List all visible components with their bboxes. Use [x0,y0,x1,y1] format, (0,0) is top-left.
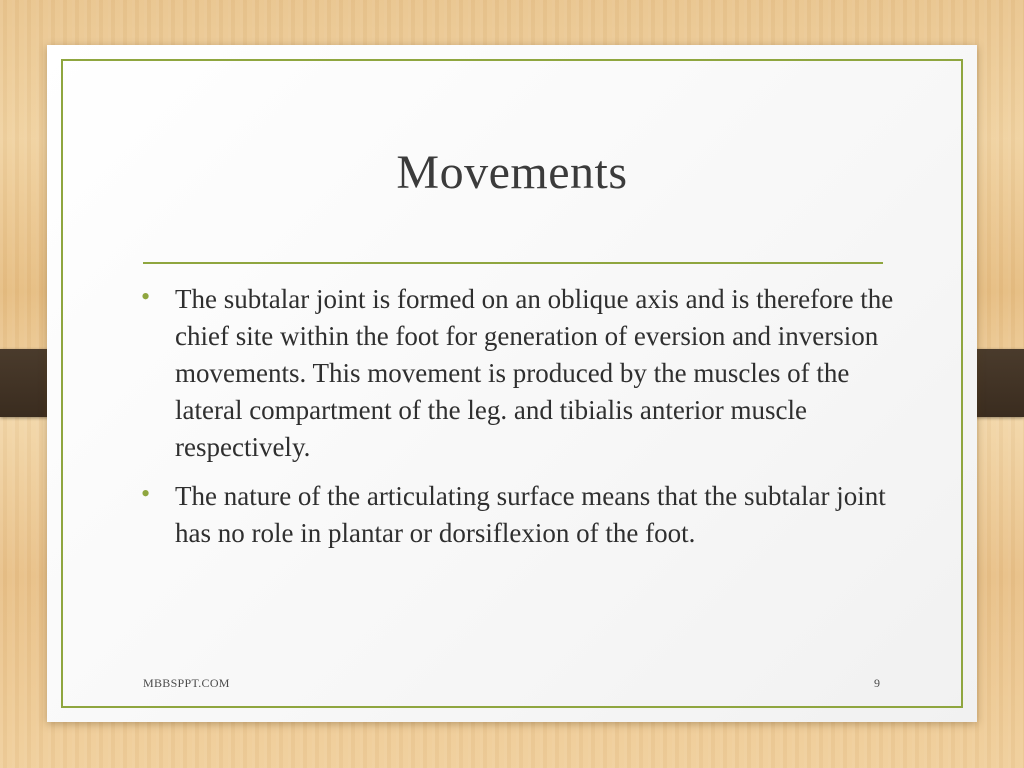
bullet-icon: • [141,282,151,311]
slide-title: Movements [396,146,628,199]
footer-text: MBBSPPT.COM [143,676,230,690]
bullet-list [140,281,900,564]
bullet-text: The nature of the articulating surface means that the subtalar joint has no role in plantar or dorsiflexion of the foot. [175,481,886,548]
page-number: 9 [874,676,880,690]
bullet-text: The subtalar joint is formed on an oblique axis and is therefore the chief site within the foot for generation of eversion and inversion movements. This movement is produced by the muscles of the lateral compartment of the leg. and tibialis anterior muscle respectively. [175,284,894,462]
bullet-icon: • [141,479,151,508]
title-divider [143,262,883,264]
bullet-item [140,281,900,466]
bullet-item [140,478,900,552]
